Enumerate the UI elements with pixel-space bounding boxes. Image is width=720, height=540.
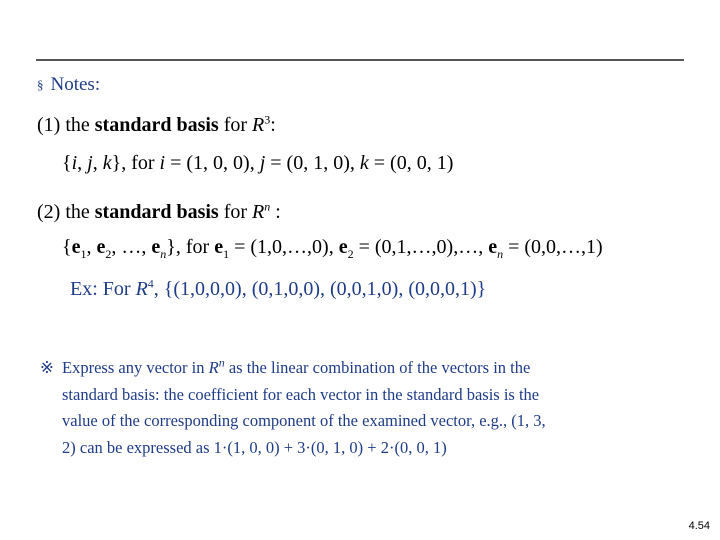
item1-exp: 3 [264,112,271,127]
example-exp: 4 [147,276,154,291]
vec-e: e [488,236,498,258]
separator: , [86,236,97,258]
var-i: i [71,152,78,174]
e1-value: = (1,0,…,0), [229,236,339,258]
sub-2: 2 [105,247,112,261]
example-text: , {(1,0,0,0), (0,1,0,0), (0,0,1,0), (0,0,0,1)} [153,278,487,300]
var-j: j [259,152,266,174]
sub-1: 1 [223,247,230,261]
remark-block [40,355,670,461]
vec-e: e [71,236,81,258]
item1-bold-term: standard basis [94,114,219,136]
k-value: = (0, 0, 1) [368,152,454,174]
e2-value: = (0,1,…,0),…, [353,236,489,258]
i-value: = (1, 0, 0), [165,152,260,174]
var-k: k [359,152,369,174]
example-var: R [135,278,148,300]
item2-var: R [252,201,265,223]
item2-definition [62,236,603,259]
remark-line-1 [62,355,670,382]
item2-suffix: : [270,201,281,223]
item1-var: R [252,114,265,136]
brace-open: { [62,236,72,258]
item2-heading [37,201,281,224]
example-line [70,278,486,301]
item2-bold-term: standard basis [94,201,219,223]
var-i: i [159,152,166,174]
en-value: = (0,0,…,1) [503,236,603,258]
vec-e: e [338,236,348,258]
item1-middle: for [218,114,253,136]
comma: , [92,152,103,174]
item1-heading [37,114,276,137]
item1-suffix: : [270,114,276,136]
notes-label: Notes: [50,74,101,95]
section-bullet-icon: § [37,77,44,92]
item2-prefix: (2) the [37,201,95,223]
item1-definition [62,152,453,175]
sub-2: 2 [347,247,354,261]
remark-line1-pre: Express any vector in [62,358,209,377]
sub-1: 1 [80,247,87,261]
vec-e: e [214,236,224,258]
remark-text [62,355,670,461]
page-number: 4.54 [688,520,710,532]
sub-n: n [497,247,504,261]
remark-var: R [208,358,219,377]
set-close: }, for [111,152,160,174]
item1-prefix: (1) the [37,114,95,136]
remark-exp: n [218,355,225,370]
set-open: { [62,152,72,174]
item2-middle: for [218,201,253,223]
remark-line1-post: as the linear combination of the vectors in the [224,358,531,377]
notes-heading [37,74,100,96]
comma: , [77,152,88,174]
example-label: Ex: For [70,278,136,300]
header-divider [36,59,684,61]
for-text: }, for [166,236,215,258]
item2-exp: n [264,199,271,214]
ellipsis: , …, [111,236,152,258]
vec-e: e [151,236,161,258]
remark-line-3: value of the corresponding component of the examined vector, e.g., (1, 3, [62,411,546,430]
remark-line-2: standard basis: the coefficient for each vector in the standard basis is the [62,384,540,404]
vec-e: e [96,236,106,258]
reference-mark-icon: ※ [40,358,54,377]
sub-n: n [160,247,167,261]
var-k: k [102,152,112,174]
j-value: = (0, 1, 0), [265,152,360,174]
var-j: j [87,152,93,174]
remark-line-4: 2) can be expressed as 1·(1, 0, 0) + 3·(0, 1, 0) + 2·(0, 0, 1) [62,437,447,457]
